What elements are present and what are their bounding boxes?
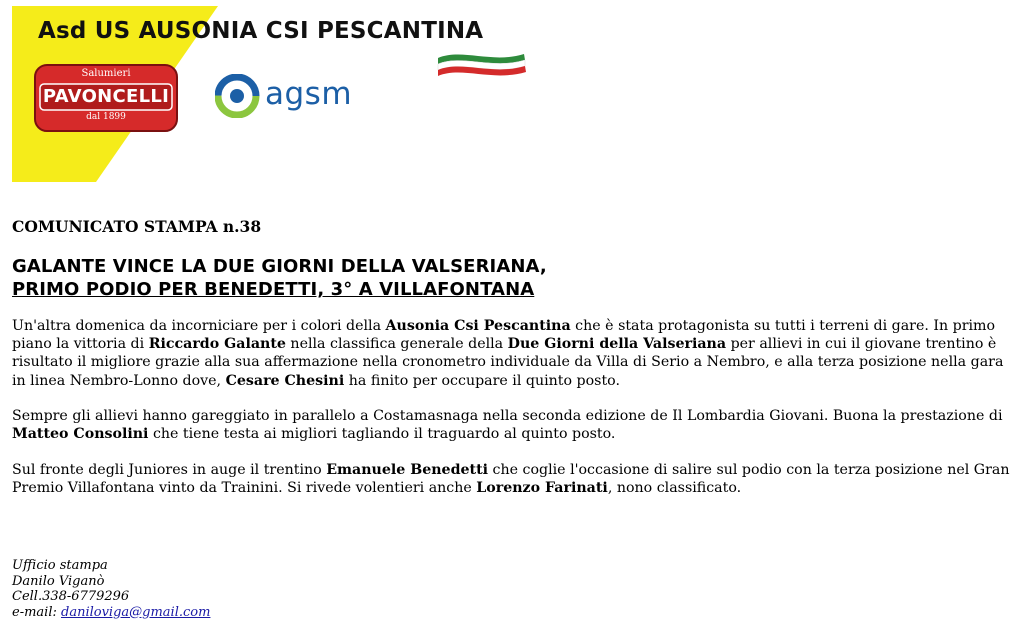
release-label: COMUNICATO STAMPA n.38 <box>12 217 262 236</box>
p1-text: che è stata protagonista su tutti i terreni di gare. In primo piano la vittoria di <box>12 318 996 353</box>
p3-text: che coglie l'occasione di salire sul podio con la terza posizione nel Gran Premio Villafontana vinto da Trainini. Si rivede volentieri anche <box>12 462 1010 497</box>
paragraph-2 <box>12 407 1018 443</box>
p2-text: che tiene testa ai migliori tagliando il traguardo al quinto posto. <box>148 426 616 443</box>
club-title: Asd US AUSONIA CSI PESCANTINA <box>38 18 484 44</box>
p3-rider: Lorenzo Farinati <box>476 480 608 497</box>
paragraph-3 <box>12 461 1018 497</box>
p1-rider: Cesare Chesini <box>225 372 345 389</box>
p3-rider: Emanuele Benedetti <box>326 462 489 478</box>
signature-block <box>12 558 210 620</box>
agsm-logo <box>215 74 365 118</box>
p1-team: Ausonia Csi Pescantina <box>385 318 571 334</box>
p1-text: per allievi in cui il giovane trentino è risultato il migliore grazie alla sua affermazione nella cronometro individuale da Villa di Serio a Nembro, e alla terza posizione nella gara in linea Nembro-Lonno dove, <box>12 336 1004 389</box>
p1-text: ha finito per occupare il quinto posto. <box>344 372 620 389</box>
p2-text: Sempre gli allievi hanno gareggiato in parallelo a Costamasnaga nella seconda edizione de Il Lombardia Giovani. Buona la prestazione di <box>12 408 1003 424</box>
signature-name: Danilo Viganò <box>12 573 105 589</box>
p1-rider: Riccardo Galante <box>148 336 286 353</box>
signature-phone: Cell.338-6779296 <box>12 589 130 604</box>
pavoncelli-tagline: Salumieri <box>81 68 131 79</box>
agsm-wordmark: agsm <box>265 76 353 112</box>
p1-text: nella classifica generale della <box>285 336 508 353</box>
email-link[interactable]: daniloviga@gmail.com <box>61 604 211 620</box>
italian-flag-ribbon-icon <box>438 54 526 76</box>
pavoncelli-logo <box>34 64 178 132</box>
p3-text: , nono classificato. <box>607 480 742 497</box>
p2-rider: Matteo Consolini <box>12 426 149 443</box>
headline-line-2: PRIMO PODIO PER BENEDETTI, 3° A VILLAFONTANA <box>12 279 535 300</box>
p3-text: Sul fronte degli Juniores in auge il trentino <box>12 462 327 478</box>
p1-race: Due Giorni della Valseriana <box>507 336 727 353</box>
email-label: e-mail: <box>12 604 61 620</box>
p1-text: Un'altra domenica da incorniciare per i colori della <box>12 318 386 334</box>
agsm-swirl-icon <box>215 74 261 118</box>
pavoncelli-year: dal 1899 <box>86 112 126 122</box>
signature-email-row <box>12 605 210 621</box>
pavoncelli-name: PAVONCELLI <box>42 86 170 107</box>
paragraph-1 <box>12 317 1018 390</box>
headline-line-1: GALANTE VINCE LA DUE GIORNI DELLA VALSERIANA, <box>12 256 547 277</box>
signature-office: Ufficio stampa <box>12 558 108 573</box>
header-banner <box>12 6 532 182</box>
